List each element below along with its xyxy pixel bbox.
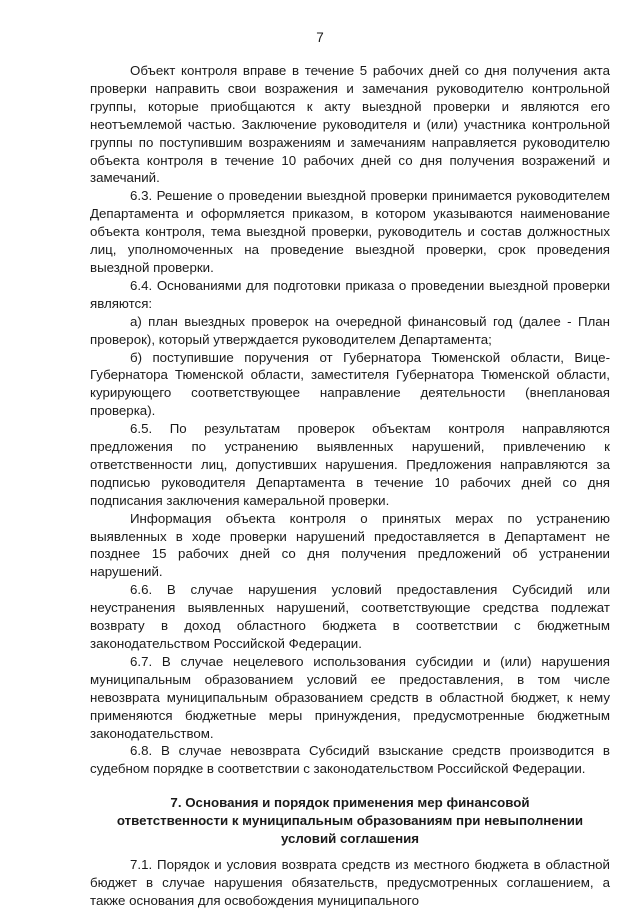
paragraph-6-4-b: б) поступившие поручения от Губернатора Тюменской области, Вице-Губернатора Тюменской области, заместителя Губернатора Тюменской области, курирующего соответствующее направление деятельности (внеплановая проверка).	[90, 349, 610, 419]
paragraph-objection-rights: Объект контроля вправе в течение 5 рабочих дней со дня получения акта проверки направить свои возражения и замечания руководителю контрольной группы, которые приобщаются к акту выездной проверки и являются его неотъемлемой частью. Заключение руководителя и (или) участника контрольной группы по поступившим возражениям и замечаниям направляется руководителю объекта контроля в течение 10 рабочих дней со дня получения возражений и замечаний.	[90, 63, 610, 186]
document-body	[90, 62, 610, 910]
paragraph-6-7: 6.7. В случае нецелевого использования субсидии и (или) нарушения муниципальным образованием условий ее предоставления, в том числе невозврата муниципальным образованием средств в областной бюджет, к нему применяются бюджетные меры принуждения, предусмотренные бюджетным законодательством.	[90, 653, 610, 741]
heading-line: условий соглашения	[280, 831, 420, 847]
paragraph-6-4-a: а) план выездных проверок на очередной финансовый год (далее - План проверок), который утверждается руководителем Департамента;	[90, 313, 610, 347]
paragraph-6-4: 6.4. Основаниями для подготовки приказа о проведении выездной проверки являются:	[90, 277, 610, 311]
paragraph-7-1: 7.1. Порядок и условия возврата средств из местного бюджета в областной бюджет в случае нарушения обязательств, предусмотренных соглашением, а также основания для освобождения муниципального	[90, 856, 610, 908]
heading-line: 7. Основания и порядок применения мер финансовой	[170, 795, 530, 811]
paragraph-6-8: 6.8. В случае невозврата Субсидий взыскание средств производится в судебном порядке в соответствии с законодательством Российской Федерации.	[90, 743, 610, 777]
paragraph-6-5-information: Информация объекта контроля о принятых мерах по устранению выявленных в ходе проверки нарушений предоставляется в Департамент не позднее 15 рабочих дней со дня получения предложений об устранении нарушений.	[90, 510, 610, 580]
paragraph-6-5: 6.5. По результатам проверок объектам контроля направляются предложения по устранению выявленных нарушений, привлечению к ответственности лиц, допустивших нарушения. Предложения направляются за подписью руководителя Департамента в течение 10 рабочих дней со дня подписания заключения камеральной проверки.	[90, 421, 610, 508]
page-number: 7	[316, 30, 324, 45]
heading-line: ответственности к муниципальным образованиям при невыполнении	[116, 813, 584, 829]
section-7-heading	[90, 794, 610, 848]
paragraph-6-6: 6.6. В случае нарушения условий предоставления Субсидий или неустранения выявленных нарушений, соответствующие средства подлежат возврату в доход областного бюджета в соответствии с бюджетным законодательством Российской Федерации.	[90, 582, 610, 651]
paragraph-6-3: 6.3. Решение о проведении выездной проверки принимается руководителем Департамента и оформляется приказом, в котором указываются наименование объекта контроля, тема выездной проверки, руководитель и состав должностных лиц, уполномоченных на проведение выездной проверки, срок проведения выездной проверки.	[90, 188, 610, 275]
